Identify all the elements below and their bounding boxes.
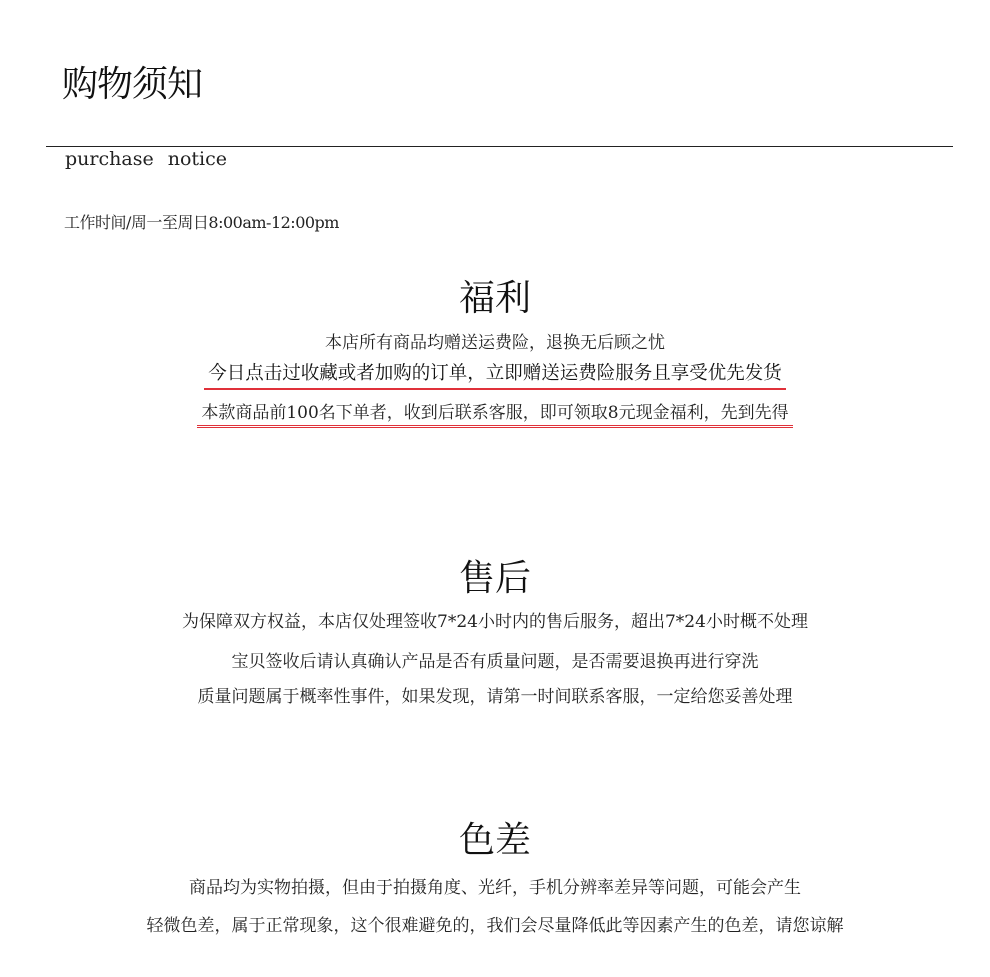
page-title: 购物须知 bbox=[62, 64, 203, 105]
header-divider bbox=[46, 146, 953, 147]
color-difference-line-1: 商品均为实物拍摄，但由于拍摄角度、光纤，手机分辨率差异等问题，可能会产生 bbox=[189, 878, 801, 898]
page-subtitle: purchase notice bbox=[65, 148, 227, 170]
benefits-line-3-text: 本款商品前100名下单者，收到后联系客服，即可领取8元现金福利，先到先得 bbox=[197, 398, 792, 428]
after-sales-line-3: 质量问题属于概率性事件，如果发现，请第一时间联系客服，一定给您妥善处理 bbox=[197, 687, 793, 707]
section-heading-benefits: 福利 bbox=[458, 278, 531, 319]
benefits-line-1: 本店所有商品均赠送运费险，退换无后顾之忧 bbox=[325, 333, 665, 353]
section-heading-color-difference: 色差 bbox=[458, 820, 531, 861]
benefits-line-2-text: 今日点击过收藏或者加购的订单，立即赠送运费险服务且享受优先发货 bbox=[204, 359, 786, 390]
benefits-line-3-highlighted bbox=[0, 398, 990, 428]
working-hours: 工作时间/周一至周日8:00am-12:00pm bbox=[64, 213, 339, 232]
after-sales-line-1: 为保障双方权益，本店仅处理签收7*24小时内的售后服务，超出7*24小时概不处理 bbox=[182, 612, 808, 632]
section-heading-after-sales: 售后 bbox=[458, 558, 531, 599]
after-sales-line-2: 宝贝签收后请认真确认产品是否有质量问题，是否需要退换再进行穿洗 bbox=[231, 652, 759, 672]
benefits-line-2-highlighted bbox=[0, 359, 990, 390]
color-difference-line-2: 轻微色差，属于正常现象，这个很难避免的，我们会尽量降低此等因素产生的色差，请您谅解 bbox=[146, 916, 844, 936]
